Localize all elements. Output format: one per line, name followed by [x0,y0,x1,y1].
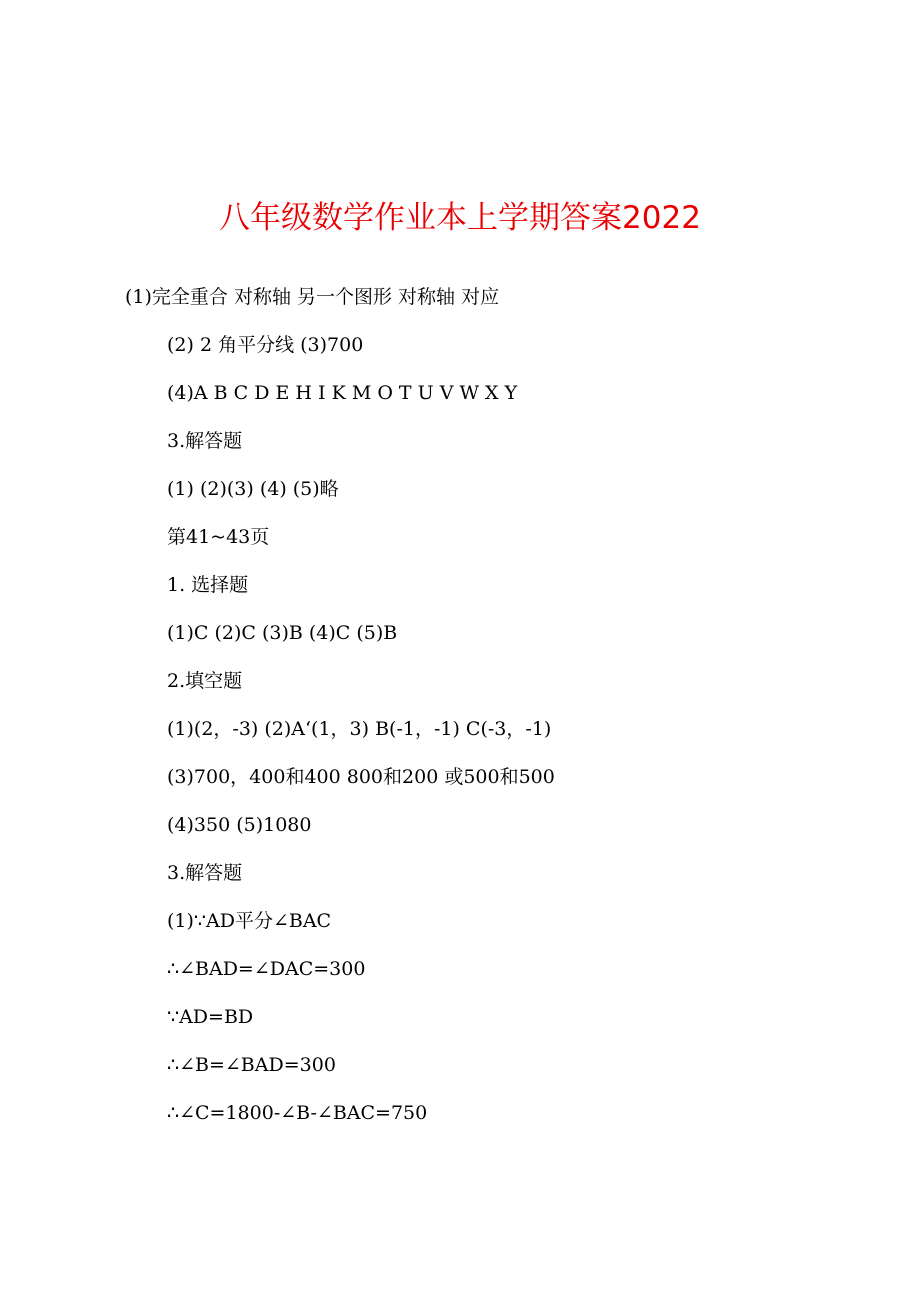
section-heading: 3.解答题 [167,862,243,884]
document-title: 八年级数学作业本上学期答案2022 [219,200,701,236]
section-heading: 2.填空题 [167,670,243,692]
answer-line: (1)完全重合 对称轴 另一个图形 对称轴 对应 [125,286,500,308]
answer-line: (1)(2，-3) (2)A‘(1，3) B(-1，-1) C(-3，-1) [167,718,552,740]
answer-line: (4)A B C D E H I K M O T U V W X Y [167,382,518,404]
answer-line: (1) (2)(3) (4) (5)略 [167,478,339,500]
proof-line: (1)∵AD平分∠BAC [167,910,332,932]
proof-line: ∴∠B=∠BAD=300 [167,1054,336,1076]
answer-line: (1)C (2)C (3)B (4)C (5)B [167,622,398,644]
answer-line: (4)350 (5)1080 [167,814,312,836]
page-range-heading: 第41~43页 [167,526,270,548]
proof-line: ∴∠C=1800-∠B-∠BAC=750 [167,1102,428,1124]
answer-line: (2) 2 角平分线 (3)700 [167,334,364,356]
section-heading: 1. 选择题 [167,574,249,596]
section-heading: 3.解答题 [167,430,243,452]
answer-line: (3)700，400和400 800和200 或500和500 [167,766,555,788]
proof-line: ∵AD=BD [167,1006,254,1028]
proof-line: ∴∠BAD=∠DAC=300 [167,958,366,980]
